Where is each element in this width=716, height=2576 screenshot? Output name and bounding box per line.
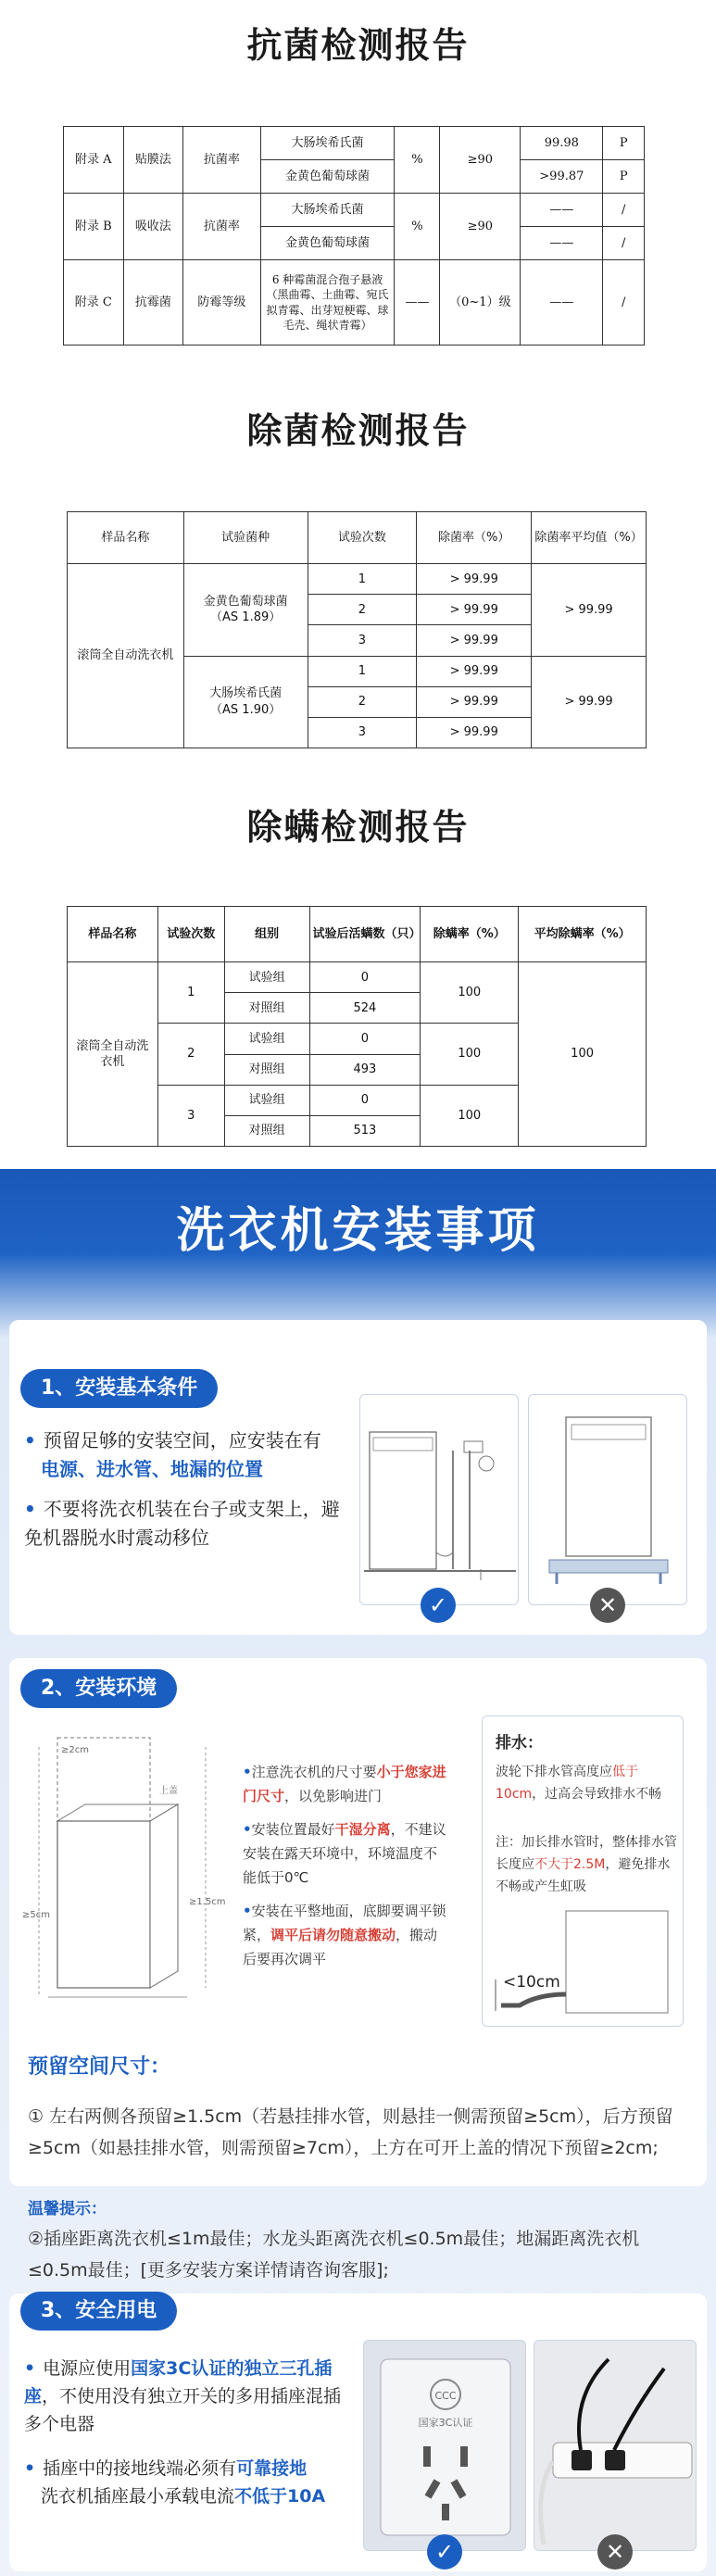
mite-group-ctrl: 对照组 [224, 993, 309, 1024]
appendix-b: 附录 B [64, 194, 124, 260]
strain-c: 6 种霉菌混合孢子悬液（黑曲霉、土曲霉、宛氏拟青霉、出芽短梗霉、球毛壳、绳状青霉） [260, 260, 395, 346]
antibacterial-table [63, 126, 645, 346]
ster-header-rate: 除菌率（%） [417, 512, 532, 564]
mite-avg: 100 [519, 962, 647, 1147]
mite-title: 除螨检测报告 [246, 807, 470, 848]
mite-count-ctrl: 513 [309, 1115, 421, 1146]
req-a: ≥90 [440, 127, 521, 194]
ster-rate: > 99.99 [417, 564, 532, 595]
result-a1: 99.98 [521, 127, 603, 160]
strain-a1: 大肠埃希氏菌 [260, 127, 395, 160]
env-note-3: •安装在平整地面，底脚要调平锁紧，调平后请勿随意搬动，搬动后要再次调平 [243, 1903, 446, 1967]
mite-count-ctrl: 493 [309, 1054, 421, 1085]
result-a2: >99.87 [521, 160, 603, 194]
antibacterial-title: 抗菌检测报告 [246, 25, 470, 66]
electric-bullet-2: • 插座中的接地线端必须有可靠接地 洗衣机插座最小承载电流不低于10A [24, 2458, 326, 2507]
ster-run: 1 [308, 656, 417, 686]
ster-avg-2: > 99.99 [532, 656, 647, 748]
appendix-a: 附录 A [64, 127, 124, 194]
check-icon: ✓ [427, 2534, 462, 2570]
mite-group-test: 试验组 [224, 962, 309, 993]
unit-c: —— [395, 260, 440, 346]
electric-bullet-1: • 电源应使用国家3C认证的独立三孔插座，不使用没有独立开关的多用插座混插多个电器 [24, 2358, 342, 2434]
ster-rate: > 99.99 [417, 656, 532, 686]
item-a: 抗菌率 [183, 127, 261, 194]
strain-b2: 金黄色葡萄球菌 [260, 227, 395, 260]
method-b: 吸收法 [123, 194, 183, 260]
appendix-c: 附录 C [64, 260, 124, 346]
ster-header-avg: 除菌率平均值（%） [532, 512, 647, 564]
section-3-label: 3、安全用电 [20, 2292, 177, 2331]
drain-title: 排水： [496, 1734, 543, 1753]
certified-socket-photo [363, 2340, 526, 2551]
verdict-a2: P [603, 160, 645, 194]
mite-run: 3 [157, 1085, 224, 1146]
mite-count-test: 0 [309, 1024, 421, 1054]
sterilization-title: 除菌检测报告 [246, 410, 470, 451]
mite-header-runs: 试验次数 [157, 907, 224, 962]
clearance-diagram [20, 1719, 241, 2027]
drain-text-1: 波轮下排水管高度应低于10cm，过高会导致排水不畅 [496, 1765, 662, 1802]
drain-dim-label: <10cm [503, 1973, 560, 1992]
drain-text-2: 注：加长排水管时，整体排水管长度应不大于2.5M，避免排水不畅或产生虹吸 [496, 1835, 677, 1894]
result-b2: —— [521, 227, 603, 260]
ster-rate: > 99.99 [417, 595, 532, 625]
item-c: 防霉等级 [183, 260, 261, 346]
top-lid-label: 上盖 [159, 1786, 178, 1796]
mite-group-ctrl: 对照组 [224, 1115, 309, 1146]
mite-rate: 100 [421, 1085, 519, 1146]
verdict-b1: / [603, 194, 645, 227]
dim-top-label: ≥2cm [61, 1745, 89, 1755]
cross-icon: ✕ [590, 1588, 625, 1623]
mite-header-avg: 平均除螨率（%） [519, 907, 647, 962]
item-b: 抗菌率 [183, 194, 261, 260]
sterilization-table [67, 511, 647, 748]
mite-sample: 滚筒全自动洗衣机 [68, 962, 158, 1147]
section-1-label: 1、安装基本条件 [20, 1369, 218, 1408]
section-2-label: 2、安装环境 [20, 1669, 177, 1708]
drain-hose-icon [483, 1902, 685, 2022]
correct-placement-illustration [359, 1394, 519, 1605]
strain-b1: 大肠埃希氏菌 [260, 194, 395, 227]
mite-header-count: 试验后活螨数（只） [309, 907, 421, 962]
svg-text:CCC: CCC [434, 2390, 457, 2402]
unit-a: % [395, 127, 440, 194]
dim-side-label: ≥5cm [22, 1910, 50, 1920]
ster-rate: > 99.99 [417, 686, 532, 717]
ster-header-runs: 试验次数 [308, 512, 417, 564]
env-note-2: •安装位置最好干湿分离，不建议安装在露天环境中，环境温度不能低于0℃ [243, 1821, 446, 1886]
washer-stand-icon [529, 1395, 688, 1606]
cert-label: 国家3C认证 [418, 2417, 473, 2429]
method-c: 抗霉菌 [123, 260, 183, 346]
strain-a2: 金黄色葡萄球菌 [260, 160, 395, 194]
mite-rate: 100 [421, 962, 519, 1024]
mite-group-test: 试验组 [224, 1024, 309, 1054]
drain-panel [482, 1715, 684, 2027]
verdict-a1: P [603, 127, 645, 160]
ster-run: 2 [308, 595, 417, 625]
ster-run: 2 [308, 686, 417, 717]
washer-floor-icon [360, 1395, 520, 1606]
mite-rate: 100 [421, 1024, 519, 1085]
verdict-b2: / [603, 227, 645, 260]
basic-bullet-2: • 不要将洗衣机装在台子或支架上，避免机器脱水时震动移位 [24, 1498, 340, 1549]
mite-run: 2 [157, 1024, 224, 1085]
ster-rate: > 99.99 [417, 625, 532, 656]
verdict-c: / [603, 260, 645, 346]
ster-avg-1: > 99.99 [532, 564, 647, 656]
mite-group-test: 试验组 [224, 1085, 309, 1115]
ster-run: 3 [308, 717, 417, 748]
ster-run: 1 [308, 564, 417, 595]
ster-rate: > 99.99 [417, 717, 532, 748]
mite-header-sample: 样品名称 [68, 907, 158, 962]
mite-header-rate: 除螨率（%） [421, 907, 519, 962]
mite-count-test: 0 [309, 962, 421, 993]
mite-count-test: 0 [309, 1085, 421, 1115]
mite-count-ctrl: 524 [309, 993, 421, 1024]
ster-header-sample: 样品名称 [68, 512, 184, 564]
power-strip-icon [534, 2341, 697, 2552]
method-a: 贴膜法 [123, 127, 183, 194]
unit-b: % [395, 194, 440, 260]
mite-header-group: 组别 [224, 907, 309, 962]
space-text-1: ① 左右两侧各预留≥1.5cm（若悬挂排水管，则悬挂一侧需预留≥5cm），后方预留≥5cm（如悬挂排水管，则需预留≥7cm），上方在可开上盖的情况下预留≥2cm; [28, 2106, 673, 2158]
mite-run: 1 [157, 962, 224, 1024]
mite-table [67, 906, 647, 1147]
space-text-2: ②插座距离洗衣机≤1m最佳；水龙头距离洗衣机≤0.5m最佳；地漏距离洗衣机≤0.5m最佳；[更多安装方案详情请咨询客服]; [28, 2229, 640, 2281]
ster-sample: 滚筒全自动洗衣机 [68, 564, 184, 748]
dim-side2-label: ≥1.5cm [189, 1897, 226, 1907]
req-b: ≥90 [440, 194, 521, 260]
env-note-1: •注意洗衣机的尺寸要小于您家进门尺寸，以免影响进门 [243, 1764, 446, 1804]
washer-dimensions-icon [20, 1719, 241, 2027]
check-icon: ✓ [421, 1588, 456, 1623]
result-c: —— [521, 260, 603, 346]
cross-icon: ✕ [597, 2534, 633, 2570]
ster-strain-2: 大肠埃希氏菌 （AS 1.90） [183, 656, 308, 748]
result-b1: —— [521, 194, 603, 227]
space-title: 预留空间尺寸： [28, 2055, 171, 2079]
req-c: （0~1）级 [440, 260, 521, 346]
basic-bullet-1: • 预留足够的安装空间，应安装在有 电源、进水管、地漏的位置 [24, 1429, 321, 1480]
ster-header-strain: 试验菌种 [183, 512, 308, 564]
tip-label: 温馨提示： [28, 2200, 107, 2218]
power-strip-photo [534, 2340, 697, 2551]
ster-run: 3 [308, 625, 417, 656]
install-title: 洗衣机安装事项 [176, 1203, 540, 1259]
mite-group-ctrl: 对照组 [224, 1054, 309, 1085]
wrong-placement-illustration [528, 1394, 687, 1605]
socket-icon [364, 2341, 527, 2552]
ster-strain-1: 金黄色葡萄球菌 （AS 1.89） [183, 564, 308, 656]
